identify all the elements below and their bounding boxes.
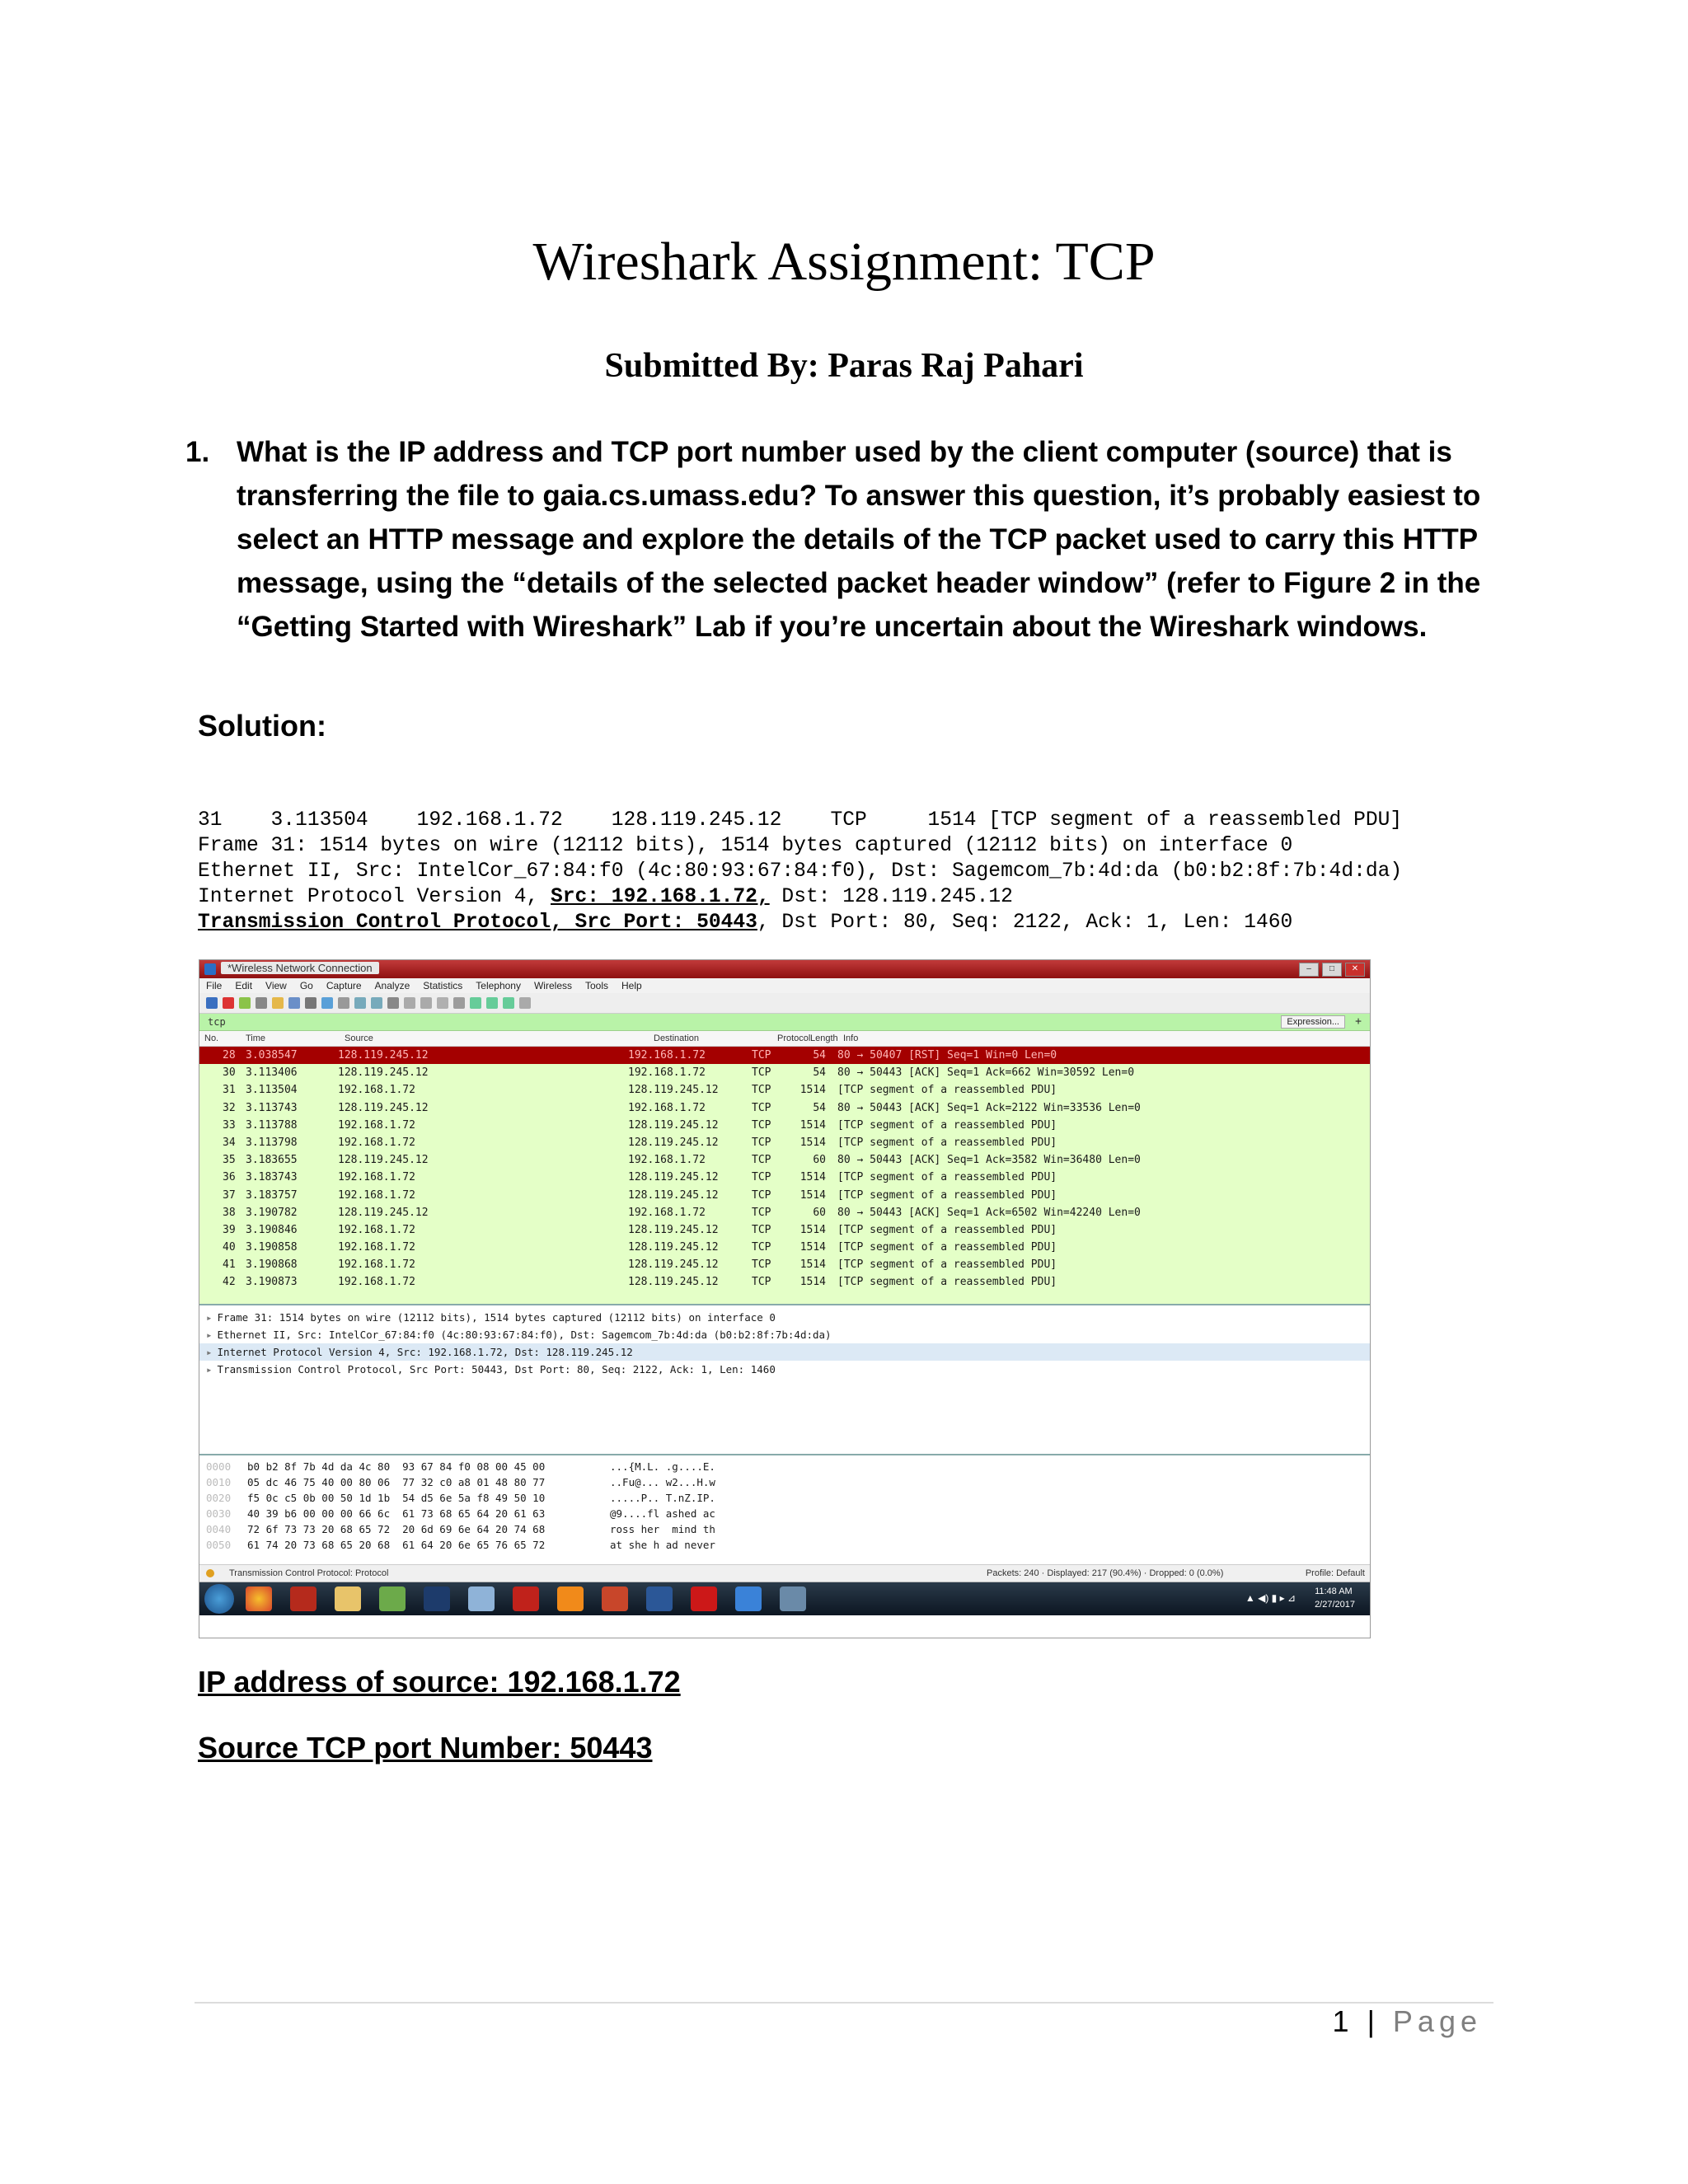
column-protocol[interactable]: Protocol: [777, 1033, 811, 1043]
open-file-icon[interactable]: [272, 997, 284, 1009]
packet-source: 192.168.1.72: [338, 1258, 415, 1272]
column-no[interactable]: No.: [204, 1033, 219, 1043]
save-file-icon[interactable]: [288, 997, 300, 1009]
stop-capture-icon[interactable]: [223, 997, 234, 1009]
packet-length: 54: [813, 1066, 826, 1080]
packet-length: 54: [813, 1101, 826, 1114]
powerpoint-icon[interactable]: [602, 1586, 628, 1611]
packet-time: 3.190846: [246, 1223, 298, 1236]
display-filter-input[interactable]: tcp: [208, 1016, 226, 1028]
packet-row[interactable]: [199, 1064, 1370, 1081]
bytes-offset: 0010: [206, 1476, 232, 1488]
question-line: select an HTTP message and explore the details of the TCP packet used to carry this HTTP: [237, 523, 1479, 555]
bytes-row[interactable]: [199, 1506, 1370, 1521]
menu-wireless[interactable]: Wireless: [533, 980, 572, 991]
bytes-offset: 0000: [206, 1460, 232, 1473]
question-1: [185, 430, 1504, 649]
packet-row[interactable]: [199, 1221, 1370, 1239]
packet-row[interactable]: [199, 1099, 1370, 1117]
colorize-icon[interactable]: [453, 997, 465, 1009]
tshark-text: Internet Protocol Version 4,: [198, 886, 551, 908]
packet-destination: 128.119.245.12: [628, 1136, 719, 1149]
autoscroll-icon[interactable]: [437, 997, 448, 1009]
packet-length: 1514: [799, 1223, 826, 1236]
packet-time: 3.183743: [246, 1171, 298, 1184]
packet-protocol: TCP: [752, 1258, 771, 1272]
packet-time: 3.190868: [246, 1258, 298, 1272]
packet-destination: 192.168.1.72: [628, 1049, 706, 1062]
detail-row-frame[interactable]: [199, 1309, 1370, 1326]
page-separator: |: [1353, 2004, 1393, 2038]
menu-edit[interactable]: Edit: [235, 980, 253, 991]
bytes-hex: f5 0c c5 0b 00 50 1d 1b 54 d5 6e 5a f8 49 50 10: [247, 1492, 546, 1504]
detail-text: Internet Protocol Version 4, Src: 192.168.1.72, Dst: 128.119.245.12: [217, 1346, 633, 1358]
subtitle: Submitted By: Paras Raj Pahari: [604, 347, 1084, 385]
packet-protocol: TCP: [752, 1136, 771, 1149]
packet-no: 30: [223, 1066, 236, 1080]
bytes-row[interactable]: [199, 1490, 1370, 1506]
windows-taskbar: [199, 1582, 1370, 1615]
packet-no: 39: [223, 1223, 236, 1236]
expand-arrow-icon[interactable]: ▸: [206, 1346, 213, 1358]
packet-length: 60: [813, 1206, 826, 1219]
window-controls: [1299, 963, 1365, 977]
packet-row[interactable]: [199, 1204, 1370, 1221]
start-button-icon[interactable]: [204, 1584, 234, 1614]
bytes-ascii: at she h ad never: [610, 1539, 715, 1551]
packet-source: 192.168.1.72: [338, 1276, 415, 1289]
packet-info: 80 → 50407 [RST] Seq=1 Win=0 Len=0: [837, 1049, 1057, 1062]
bytes-offset: 0040: [206, 1523, 232, 1535]
question-line: message, using the “details of the selected packet header window” (refer to Figure 2 in the: [237, 567, 1481, 599]
packet-protocol: TCP: [752, 1206, 771, 1219]
packet-row[interactable]: [199, 1273, 1370, 1291]
zoom-out-icon[interactable]: [486, 997, 498, 1009]
detail-row-ip[interactable]: [199, 1343, 1370, 1361]
packet-protocol: TCP: [752, 1154, 771, 1167]
expand-arrow-icon[interactable]: ▸: [206, 1363, 213, 1376]
tshark-src-port-highlight: Transmission Control Protocol, Src Port: 50443: [198, 912, 757, 934]
packet-info: [TCP segment of a reassembled PDU]: [837, 1276, 1057, 1289]
packet-destination: 128.119.245.12: [628, 1241, 719, 1254]
packet-list: [199, 1047, 1370, 1305]
detail-text: Transmission Control Protocol, Src Port: 50443, Dst Port: 80, Seq: 2122, Ack: 1, Len: 1460: [217, 1363, 776, 1376]
go-back-icon[interactable]: [354, 997, 366, 1009]
filezilla-icon[interactable]: [290, 1586, 316, 1611]
media-icon[interactable]: [780, 1586, 806, 1611]
bytes-hex: 72 6f 73 73 20 68 65 72 20 6d 69 6e 64 20 74 68: [247, 1523, 546, 1535]
packet-time: 3.190858: [246, 1241, 298, 1254]
packet-row[interactable]: [199, 1117, 1370, 1134]
packet-no: 37: [223, 1188, 236, 1202]
bytes-ascii: ...{M.L. .g....E.: [610, 1460, 715, 1473]
wireshark-logo-icon: [204, 963, 216, 975]
go-to-packet-icon[interactable]: [387, 997, 399, 1009]
expression-button[interactable]: Expression...: [1281, 1015, 1345, 1029]
packet-destination: 192.168.1.72: [628, 1206, 706, 1219]
packet-no: 33: [223, 1118, 236, 1132]
tshark-line: Frame 31: 1514 bytes on wire (12112 bits), 1514 bytes captured (12112 bits) on interface 0: [198, 835, 1293, 857]
packet-row[interactable]: [199, 1151, 1370, 1169]
packet-source: 128.119.245.12: [338, 1101, 429, 1114]
expand-arrow-icon[interactable]: ▸: [206, 1311, 213, 1324]
question-line: transferring the file to gaia.cs.umass.edu? To answer this question, it’s probably easiest to: [237, 480, 1481, 512]
solution-label: Solution:: [198, 709, 326, 743]
packet-source: 192.168.1.72: [338, 1171, 415, 1184]
expert-info-icon[interactable]: [206, 1569, 214, 1577]
bytes-row[interactable]: [199, 1474, 1370, 1490]
packet-length: 1514: [799, 1188, 826, 1202]
question-line: “Getting Started with Wireshark” Lab if you’re uncertain about the Wireshark windows.: [237, 611, 1428, 643]
bytes-ascii: @9....fl ashed ac: [610, 1507, 715, 1520]
menu-help[interactable]: Help: [621, 980, 642, 991]
menu-statistics[interactable]: Statistics: [423, 980, 463, 991]
packet-length: 60: [813, 1154, 826, 1167]
packet-info: [TCP segment of a reassembled PDU]: [837, 1223, 1057, 1236]
menu-telephony[interactable]: Telephony: [476, 980, 521, 991]
column-length[interactable]: Length: [810, 1033, 838, 1043]
packet-time: 3.113798: [246, 1136, 298, 1149]
packet-no: 42: [223, 1276, 236, 1289]
packet-info: [TCP segment of a reassembled PDU]: [837, 1188, 1057, 1202]
packet-source: 128.119.245.12: [338, 1154, 429, 1167]
packet-destination: 128.119.245.12: [628, 1276, 719, 1289]
detail-text: Frame 31: 1514 bytes on wire (12112 bits), 1514 bytes captured (12112 bits) on interface 0: [217, 1311, 776, 1324]
packet-row[interactable]: [199, 1187, 1370, 1204]
packet-info: [TCP segment of a reassembled PDU]: [837, 1171, 1057, 1184]
maximize-button[interactable]: □: [1322, 963, 1342, 977]
tshark-text: , Dst Port: 80, Seq: 2122, Ack: 1, Len: 1460: [757, 912, 1293, 934]
packet-protocol: TCP: [752, 1188, 771, 1202]
status-profile[interactable]: Profile: Default: [1305, 1568, 1365, 1578]
packet-no: 35: [223, 1154, 236, 1167]
add-filter-button[interactable]: +: [1355, 1015, 1362, 1028]
shark-fin-icon[interactable]: [206, 997, 218, 1009]
main-toolbar: [199, 993, 1370, 1014]
clock-date: 2/27/2017: [1315, 1600, 1355, 1610]
packet-no: 32: [223, 1101, 236, 1114]
app-icon[interactable]: [691, 1586, 717, 1611]
status-field-info: Transmission Control Protocol: Protocol: [229, 1568, 389, 1578]
wireshark-taskbar-icon[interactable]: [735, 1586, 762, 1611]
packet-destination: 192.168.1.72: [628, 1101, 706, 1114]
file-explorer-icon[interactable]: [335, 1586, 361, 1611]
column-info[interactable]: Info: [843, 1033, 859, 1043]
column-destination[interactable]: Destination: [654, 1033, 700, 1043]
resize-columns-icon[interactable]: [519, 997, 531, 1009]
packet-row[interactable]: [199, 1169, 1370, 1186]
bytes-hex: b0 b2 8f 7b 4d da 4c 80 93 67 84 f0 08 00 45 00: [247, 1460, 546, 1473]
column-source[interactable]: Source: [345, 1033, 373, 1043]
packet-source: 128.119.245.12: [338, 1049, 429, 1062]
packet-info: [TCP segment of a reassembled PDU]: [837, 1136, 1057, 1149]
packet-protocol: TCP: [752, 1241, 771, 1254]
packet-bytes-pane: [199, 1455, 1370, 1565]
tshark-output: [198, 808, 1484, 935]
taskbar-clock[interactable]: [1315, 1585, 1355, 1611]
close-button[interactable]: ✕: [1345, 963, 1365, 977]
status-bar: [199, 1565, 1370, 1582]
bytes-hex: 40 39 b6 00 00 00 66 6c 61 73 68 65 64 20 61 63: [247, 1507, 546, 1520]
zoom-reset-icon[interactable]: [503, 997, 514, 1009]
packet-length: 1514: [799, 1084, 826, 1097]
expand-arrow-icon[interactable]: ▸: [206, 1329, 213, 1341]
packet-length: 1514: [799, 1276, 826, 1289]
packet-length: 1514: [799, 1258, 826, 1272]
detail-row-ethernet[interactable]: [199, 1326, 1370, 1343]
question-text: [237, 430, 1504, 649]
question-number: 1.: [185, 436, 210, 468]
window-title: *Wireless Network Connection: [221, 962, 379, 974]
packet-no: 28: [223, 1049, 236, 1062]
clock-time: 11:48 AM: [1315, 1586, 1353, 1596]
bytes-row[interactable]: [199, 1537, 1370, 1553]
menu-tools[interactable]: Tools: [585, 980, 609, 991]
page-title: Wireshark Assignment: TCP: [532, 232, 1156, 292]
packet-time: 3.113743: [246, 1101, 298, 1114]
tshark-line: [198, 884, 1484, 910]
close-file-icon[interactable]: [305, 997, 316, 1009]
packet-time: 3.190782: [246, 1206, 298, 1219]
menu-bar: [199, 978, 1370, 993]
packet-no: 36: [223, 1171, 236, 1184]
wireshark-screenshot: [199, 959, 1371, 1638]
question-line: What is the IP address and TCP port number used by the client computer (source) that is: [237, 436, 1452, 468]
page-footer: [1333, 2004, 1482, 2039]
column-time[interactable]: Time: [246, 1033, 266, 1043]
answer-source-port: Source TCP port Number: 50443: [198, 1731, 653, 1765]
bytes-hex: 61 74 20 73 68 65 20 68 61 64 20 6e 65 76 65 72: [247, 1539, 546, 1551]
footer-rule: [195, 2002, 1493, 2004]
packet-time: 3.183757: [246, 1188, 298, 1202]
packet-length: 54: [813, 1049, 826, 1062]
packet-destination: 128.119.245.12: [628, 1188, 719, 1202]
photoshop-icon[interactable]: [424, 1586, 450, 1611]
word-icon[interactable]: [646, 1586, 673, 1611]
tshark-line: 31 3.113504 192.168.1.72 128.119.245.12 TCP 1514 [TCP segment of a reassembled PDU]: [198, 809, 1403, 832]
packet-destination: 128.119.245.12: [628, 1223, 719, 1236]
packet-no: 34: [223, 1136, 236, 1149]
packet-time: 3.113504: [246, 1084, 298, 1097]
bytes-row[interactable]: [199, 1459, 1370, 1474]
packet-protocol: TCP: [752, 1101, 771, 1114]
packet-no: 41: [223, 1258, 236, 1272]
packet-length: 1514: [799, 1241, 826, 1254]
bytes-offset: 0030: [206, 1507, 232, 1520]
packet-row[interactable]: [199, 1239, 1370, 1256]
bytes-offset: 0020: [206, 1492, 232, 1504]
options-icon[interactable]: [256, 997, 267, 1009]
packet-time: 3.113406: [246, 1066, 298, 1080]
packet-source: 192.168.1.72: [338, 1084, 415, 1097]
find-packet-icon[interactable]: [338, 997, 349, 1009]
menu-analyze[interactable]: Analyze: [374, 980, 410, 991]
packet-protocol: TCP: [752, 1118, 771, 1132]
packet-source: 192.168.1.72: [338, 1136, 415, 1149]
packet-info: [TCP segment of a reassembled PDU]: [837, 1118, 1057, 1132]
packet-details-pane: [199, 1305, 1370, 1455]
packet-row[interactable]: [199, 1256, 1370, 1273]
menu-go[interactable]: Go: [299, 980, 313, 991]
packet-no: 40: [223, 1241, 236, 1254]
packet-source: 192.168.1.72: [338, 1223, 415, 1236]
packet-info: 80 → 50443 [ACK] Seq=1 Ack=6502 Win=42240 Len=0: [837, 1206, 1141, 1219]
packet-info: [TCP segment of a reassembled PDU]: [837, 1084, 1057, 1097]
packet-source: 192.168.1.72: [338, 1241, 415, 1254]
packet-row[interactable]: [199, 1081, 1370, 1099]
vlc-icon[interactable]: [557, 1586, 584, 1611]
chrome-icon[interactable]: [246, 1586, 272, 1611]
taskbar-apps: [246, 1586, 806, 1611]
packet-length: 1514: [799, 1136, 826, 1149]
packet-no: 38: [223, 1206, 236, 1219]
packet-info: [TCP segment of a reassembled PDU]: [837, 1241, 1057, 1254]
detail-row-tcp[interactable]: [199, 1361, 1370, 1378]
packet-row[interactable]: [199, 1047, 1370, 1064]
detail-text: Ethernet II, Src: IntelCor_67:84:f0 (4c:80:93:67:84:f0), Dst: Sagemcom_7b:4d:da (b0:b2:8f:7b:4d:da): [217, 1329, 832, 1341]
packet-no: 31: [223, 1084, 236, 1097]
tshark-text: Dst: 128.119.245.12: [769, 886, 1013, 908]
bytes-offset: 0050: [206, 1539, 232, 1551]
network-icon[interactable]: [468, 1586, 495, 1611]
notepad-icon[interactable]: [379, 1586, 406, 1611]
packet-destination: 128.119.245.12: [628, 1084, 719, 1097]
packet-length: 1514: [799, 1118, 826, 1132]
packet-source: 192.168.1.72: [338, 1188, 415, 1202]
menu-file[interactable]: File: [206, 980, 223, 991]
packet-row[interactable]: [199, 1134, 1370, 1151]
menu-view[interactable]: View: [265, 980, 287, 991]
packet-destination: 128.119.245.12: [628, 1171, 719, 1184]
packet-info: [TCP segment of a reassembled PDU]: [837, 1258, 1057, 1272]
restart-capture-icon[interactable]: [239, 997, 251, 1009]
packet-destination: 192.168.1.72: [628, 1066, 706, 1080]
packet-protocol: TCP: [752, 1223, 771, 1236]
display-filter-bar[interactable]: [199, 1014, 1370, 1031]
bytes-ascii: .....P.. T.nZ.IP.: [610, 1492, 715, 1504]
page-number: 1: [1332, 2004, 1354, 2038]
packet-destination: 128.119.245.12: [628, 1118, 719, 1132]
last-packet-icon[interactable]: [420, 997, 432, 1009]
bytes-ascii: ..Fu@... w2...H.w: [610, 1476, 715, 1488]
packet-list-header: [199, 1031, 1370, 1047]
tshark-line: [198, 910, 1484, 935]
packet-time: 3.183655: [246, 1154, 298, 1167]
packet-source: 128.119.245.12: [338, 1206, 429, 1219]
packet-protocol: TCP: [752, 1171, 771, 1184]
packet-destination: 128.119.245.12: [628, 1258, 719, 1272]
packet-source: 128.119.245.12: [338, 1066, 429, 1080]
status-packet-counts: Packets: 240 · Displayed: 217 (90.4%) · Dropped: 0 (0.0%): [987, 1568, 1224, 1578]
packet-protocol: TCP: [752, 1084, 771, 1097]
acrobat-icon[interactable]: [513, 1586, 539, 1611]
packet-protocol: TCP: [752, 1049, 771, 1062]
packet-time: 3.190873: [246, 1276, 298, 1289]
go-forward-icon[interactable]: [371, 997, 382, 1009]
window-titlebar: [199, 960, 1370, 978]
system-tray[interactable]: ▲ ◀) ▮ ▸ ⊿: [1245, 1592, 1296, 1604]
minimize-button[interactable]: –: [1299, 963, 1319, 977]
packet-destination: 192.168.1.72: [628, 1154, 706, 1167]
tshark-src-ip-highlight: Src: 192.168.1.72,: [551, 886, 770, 908]
packet-length: 1514: [799, 1171, 826, 1184]
packet-time: 3.113788: [246, 1118, 298, 1132]
reload-icon[interactable]: [321, 997, 333, 1009]
first-packet-icon[interactable]: [404, 997, 415, 1009]
zoom-in-icon[interactable]: [470, 997, 481, 1009]
bytes-ascii: ross her mind th: [610, 1523, 715, 1535]
packet-info: 80 → 50443 [ACK] Seq=1 Ack=3582 Win=36480 Len=0: [837, 1154, 1141, 1167]
tshark-line: Ethernet II, Src: IntelCor_67:84:f0 (4c:80:93:67:84:f0), Dst: Sagemcom_7b:4d:da (b0:b2:8f:7b:4d:da): [198, 860, 1403, 883]
packet-info: 80 → 50443 [ACK] Seq=1 Ack=2122 Win=33536 Len=0: [837, 1101, 1141, 1114]
page-label: Page: [1392, 2004, 1482, 2038]
bytes-row[interactable]: [199, 1521, 1370, 1537]
packet-info: 80 → 50443 [ACK] Seq=1 Ack=662 Win=30592 Len=0: [837, 1066, 1135, 1080]
bytes-hex: 05 dc 46 75 40 00 80 06 77 32 c0 a8 01 48 80 77: [247, 1476, 546, 1488]
packet-time: 3.038547: [246, 1049, 298, 1062]
packet-protocol: TCP: [752, 1276, 771, 1289]
menu-capture[interactable]: Capture: [326, 980, 362, 991]
packet-source: 192.168.1.72: [338, 1118, 415, 1132]
answer-ip-address: IP address of source: 192.168.1.72: [198, 1665, 681, 1699]
packet-protocol: TCP: [752, 1066, 771, 1080]
